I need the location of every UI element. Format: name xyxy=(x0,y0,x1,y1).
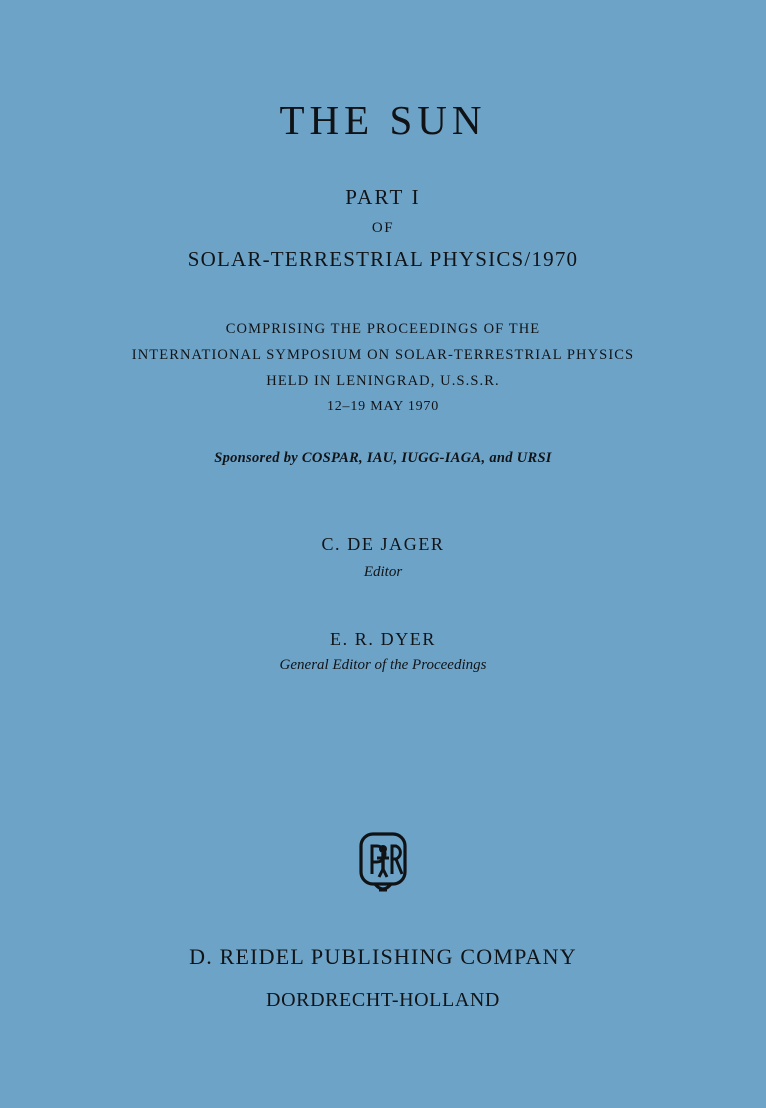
editor-name: C. DE JAGER xyxy=(321,534,445,554)
publisher-city: DORDRECHT-HOLLAND xyxy=(266,989,500,1011)
description-line-3: HELD IN LENINGRAD, U.S.S.R. xyxy=(266,373,500,389)
reidel-publisher-logo-icon xyxy=(359,832,407,903)
description-line-1: COMPRISING THE PROCEEDINGS OF THE xyxy=(225,321,541,337)
description-line-2: INTERNATIONAL SYMPOSIUM ON SOLAR-TERRESTRIAL PHYSICS xyxy=(131,347,635,363)
of-label: OF xyxy=(371,220,395,236)
proceedings-description xyxy=(0,316,766,420)
publisher-logo-container xyxy=(0,832,766,902)
book-title: THE SUN xyxy=(279,97,487,143)
general-editor-name: E. R. DYER xyxy=(330,629,436,649)
publisher-name: D. REIDEL PUBLISHING COMPANY xyxy=(189,944,577,969)
part-label: PART I xyxy=(345,185,421,209)
editor-role: Editor xyxy=(363,564,403,580)
general-editor-role: General Editor of the Proceedings xyxy=(279,657,487,673)
description-dates: 12–19 MAY 1970 xyxy=(326,399,440,414)
series-title: SOLAR-TERRESTRIAL PHYSICS/1970 xyxy=(187,247,579,271)
sponsors-line: Sponsored by COSPAR, IAU, IUGG-IAGA, and URSI xyxy=(214,450,552,466)
